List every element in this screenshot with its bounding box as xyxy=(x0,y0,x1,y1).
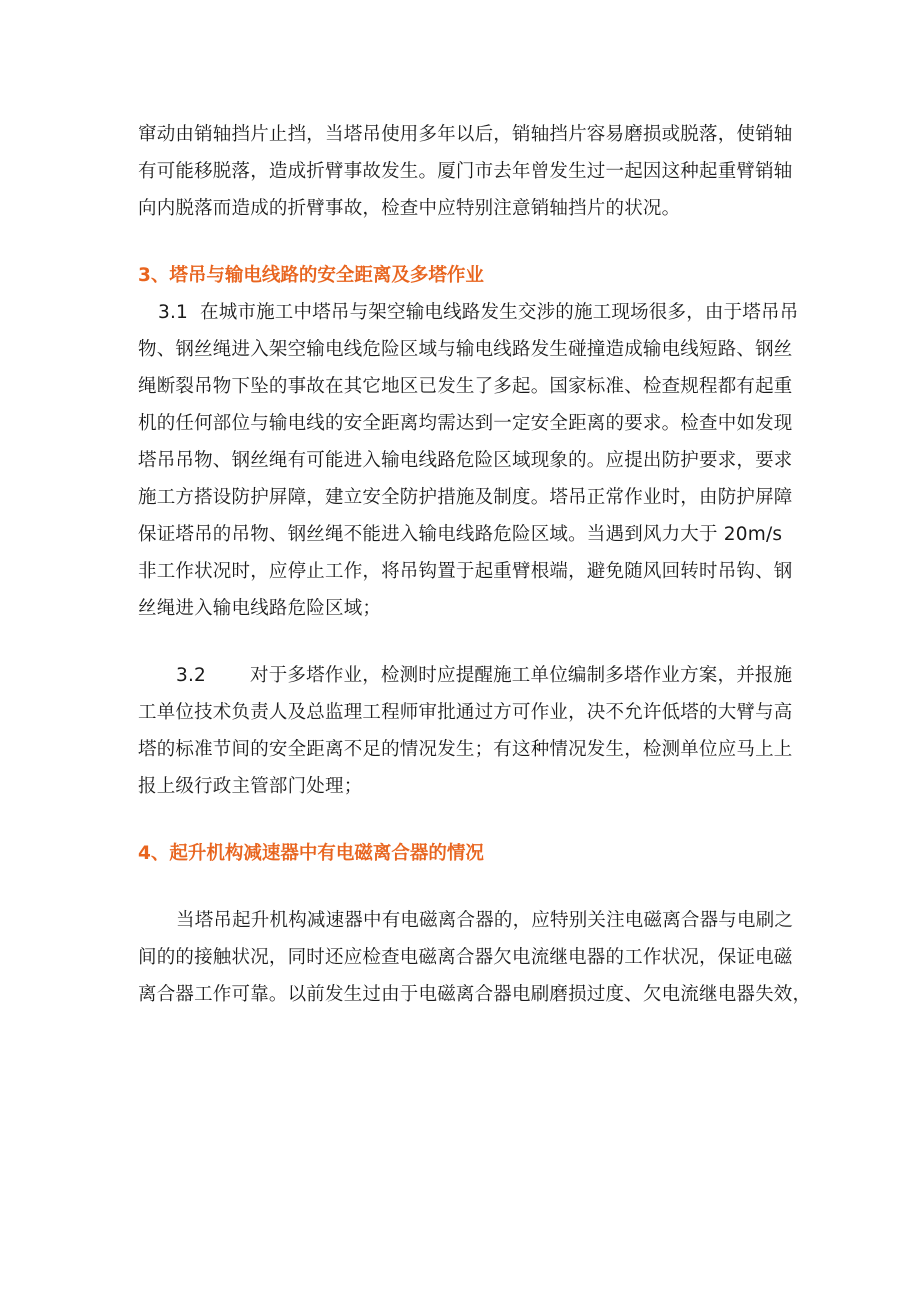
subsection-3-1 xyxy=(138,294,799,627)
paragraph-continuation xyxy=(138,116,793,227)
section-4-heading: 4、起升机构减速器中有电磁离合器的情况 xyxy=(138,843,484,864)
text-line: 当塔吊起升机构减速器中有电磁离合器的，应特别关注电磁离合器与电刷之 xyxy=(176,910,794,931)
text-line: 丝绳进入输电线路危险区域； xyxy=(138,598,382,619)
text-line: 物、钢丝绳进入架空输电线危险区域与输电线路发生碰撞造成输电线短路、钢丝 xyxy=(138,339,793,360)
section-3-heading: 3、塔吊与输电线路的安全距离及多塔作业 xyxy=(138,265,484,286)
text-line: 有可能移脱落，造成折臂事故发生。厦门市去年曾发生过一起因这种起重臂销轴 xyxy=(138,161,793,182)
text-line: 工单位技术负责人及总监理工程师审批通过方可作业，决不允许低塔的大臂与高 xyxy=(138,702,793,723)
text-line: 塔吊吊物、钢丝绳有可能进入输电线路危险区域现象的。应提出防护要求，要求 xyxy=(138,450,793,471)
text-line: 机的任何部位与输电线的安全距离均需达到一定安全距离的要求。检查中如发现 xyxy=(138,413,793,434)
text-line: 绳断裂吊物下坠的事故在其它地区已发生了多起。国家标准、检查规程都有起重 xyxy=(138,376,793,397)
text-line: 3.1 在城市施工中塔吊与架空输电线路发生交涉的施工现场很多，由于塔吊吊 xyxy=(138,294,788,331)
subsection-number: 3.2 xyxy=(176,665,207,686)
text-line: 非工作状况时，应停止工作，将吊钩置于起重臂根端，避免随风回转时吊钩、钢 xyxy=(138,561,793,582)
text-line: 保证塔吊的吊物、钢丝绳不能进入输电线路危险区域。当遇到风力大于 20m/s xyxy=(138,524,783,545)
section-4-paragraph xyxy=(138,902,812,1013)
text-line: 塔的标准节间的安全距离不足的情况发生；有这种情况发生，检测单位应马上上 xyxy=(138,739,793,760)
text-line: 报上级行政主管部门处理； xyxy=(138,776,363,797)
subsection-number: 3.1 xyxy=(158,302,189,323)
document-body xyxy=(138,116,812,1013)
subsection-3-2 xyxy=(138,657,793,805)
text-line: 向内脱落而造成的折臂事故，检查中应特别注意销轴挡片的状况。 xyxy=(138,198,681,219)
text-line: 离合器工作可靠。以前发生过由于电磁离合器电刷磨损过度、欠电流继电器失效， xyxy=(138,984,812,1005)
text-line: 窜动由销轴挡片止挡，当塔吊使用多年以后，销轴挡片容易磨损或脱落，使销轴 xyxy=(138,124,793,145)
text-line: 间的的接触状况，同时还应检查电磁离合器欠电流继电器的工作状况，保证电磁 xyxy=(138,947,793,968)
text-line: 施工方搭设防护屏障，建立安全防护措施及制度。塔吊正常作业时，由防护屏障 xyxy=(138,487,793,508)
text-line: 3.2 对于多塔作业，检测时应提醒施工单位编制多塔作业方案，并报施 xyxy=(138,657,788,694)
